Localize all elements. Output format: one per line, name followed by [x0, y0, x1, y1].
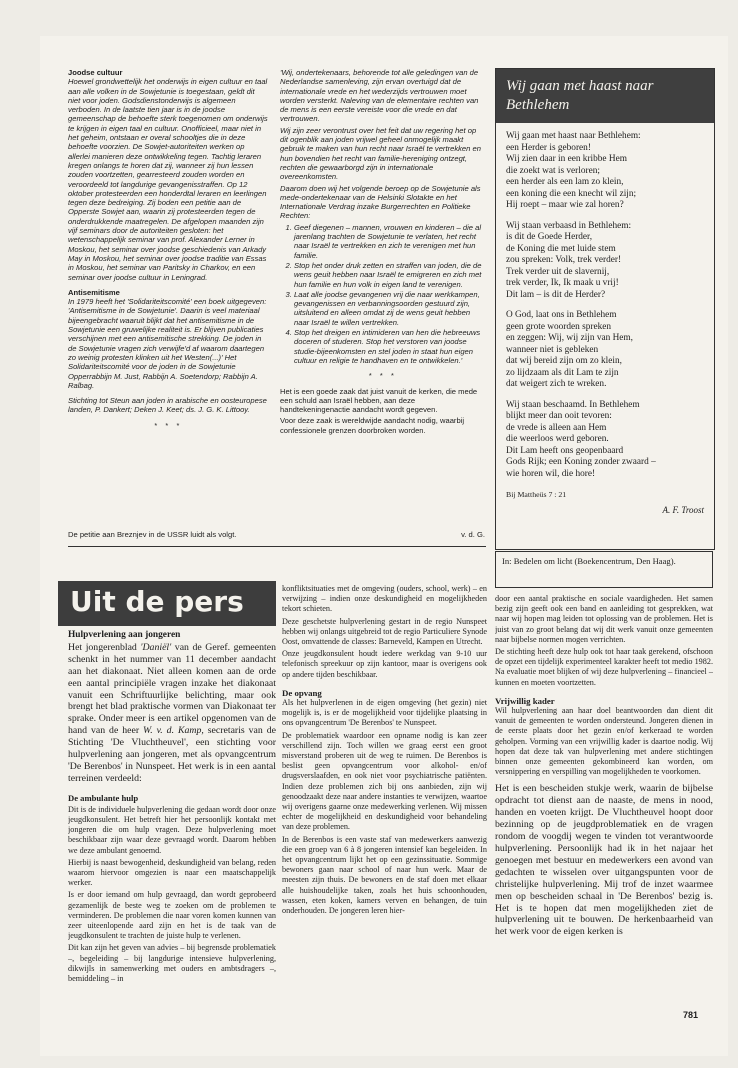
signature: v. d. G. [461, 530, 485, 539]
page-number: 781 [682, 1010, 698, 1020]
poem-line: een Herder is geboren! [506, 142, 591, 153]
stichting-text: Stichting tot Steun aan joden in arabische en oosteuropese landen, P. Dankert; Deken J. Keet; ds. J. G. K. Littooy. [68, 396, 267, 415]
poem-line: een herder als een lam zo klein, [506, 177, 624, 187]
antisemitisme-heading: Antisemitisme [68, 287, 120, 297]
petition-demand: 1. Geef diegenen – mannen, vrouwen en kinderen – die al jarenlang trachten de Sowjetunie te verlaten, het recht naar Israël te vertrekken en zich te verenigen met hun familie. [294, 223, 485, 260]
top-middle-column [280, 68, 485, 528]
poem-line: O God, laat ons in Bethlehem [506, 310, 617, 320]
poem-stanza [506, 400, 704, 481]
poem-source-box [495, 551, 713, 588]
poem-stanza [506, 221, 704, 302]
petition-demand: 4. Stop het dreigen en intimideren van hen die hebreeuws doceren of studeren. Stop het verstoren van joodse studie-bijeenkomsten en stel joden in staat hun eigen cultuur en religie te handhaven en te ontwikkelen.' [294, 328, 485, 365]
intro-paragraph [68, 642, 276, 785]
petition-line: De petitie aan Breznjev in de USSR luidt als volgt. [68, 530, 237, 539]
poem-line: Wij gaan met haast naar Bethlehem: [506, 131, 641, 141]
petition-demands-list [280, 223, 485, 365]
poem-line: blijkt meer dan ooit tevoren: [506, 411, 612, 421]
poem-line: Trek verder uit de slavernij, [506, 266, 610, 277]
petition-demand: 2. Stop het onder druk zetten en straffen van joden, die de wens geuit hebben naar Israël te emigreren en zich met hun familie en hun volk in eigen land te verenigen. [294, 261, 485, 289]
poem-box [495, 68, 715, 550]
ambulante-p3: Is er door iemand om hulp gevraagd, dan wordt geprobeerd gezamenlijk de beste weg te zoeken om de problemen te verminderen. De problemen die naar voren komen kunnen van zeer uiteenlopende aard zijn en het is de taak van de jeugdkonsulent te trachten de juiste hulp te verlenen. [68, 890, 276, 941]
magazine-page [40, 36, 728, 1056]
poem-line: Dit Lam heeft ons geopenbaard [506, 445, 624, 456]
poem-line: geen grote woorden spreken [506, 321, 612, 332]
uit-de-pers-banner [58, 581, 276, 626]
poem-line: wie horen wil, die hore! [506, 468, 596, 479]
margin-bleed-marks [40, 116, 54, 936]
poem-reference: Bij Mattheüs 7 : 21 [506, 490, 567, 499]
poem-line: zou spreken: Volk, trek verder! [506, 255, 622, 265]
poem-stanza [506, 131, 704, 212]
col2-p1: konfliktsituaties met de omgeving (ouders, school, werk) – en verwijzing – indien onze deskundigheid en mogelijkheden tekort schieten. [282, 584, 487, 614]
ambulante-p2: Hierbij is naast bewogenheid, deskundigheid van belang, reden waarom hiervoor omgezien is naar een maatschappelijk werker. [68, 857, 276, 888]
col3-p1: door een aantal praktische en sociale vaardigheden. Het samen bezig zijn geeft ook een band en aanleiding tot gesprekken, wat naar wij hopen mag leiden tot oplossing van de problemen. Het is juist van zo groot belang dat wij dit werk vanuit onze gemeenten naar bijbelse normen mogen verrichten. [495, 594, 713, 644]
col2-p3: Onze jeugdkonsulent houdt iedere werkdag van 9-10 uur telefonisch spreekuur op zijn kantoor, maar is overigens ook op andere tijden beschikbaar. [282, 649, 487, 679]
press-column-1 [68, 630, 276, 990]
petition-p3: Daarom doen wij het volgende beroep op de Sowjetunie als mede-ondertekenaar van de Helsinki Slotakte en het Internationale Verdrag inzake Burgerrechten en Politieke Rechten: [280, 183, 481, 221]
poem-line: Dit lam – is dit de Herder? [506, 289, 606, 300]
col2-p5: De problematiek waardoor een opname nodig is kan zeer verschillend zijn. Toch willen we graag eerst een groot misverstand proberen uit de weg te ruimen. De Berenbos is beslist geen opvangcentrum voor alkohol- en/of drugsverslaafden, en ook niet voor psychiatrische patiënten. Indien deze problemen zich bij ons aanbieden, zijn wij genoodzaakt deze naar andere instanties te verwijzen, waartoe wij overigens gaarne onze medewerking verlenen. Wij missen echter de mogelijkheid en deskundigheid voor behandeling van deze problemen. [282, 730, 487, 832]
separator-stars: * * * [368, 371, 397, 381]
poem-line: Gods Rijk; een Koning zonder zwaard – [506, 457, 656, 467]
poem-line: dat wij bereid zijn om zo klein, [506, 356, 622, 366]
petition-p4: Het is een goede zaak dat juist vanuit de kerken, die mede een schuld aan Israël hebben, aan deze handtekeningenactie aandacht wordt gegeven. [280, 386, 478, 415]
poem-line: wanneer niet is gebleken [506, 344, 599, 355]
intro-text: van de Geref. gemeenten schenkt in het nummer van 11 december aandacht aan het diakonaat. Niet alleen komen aan de orde een aantal principiële vragen inzake het diakonaat vanuit een Schriftuurlijke belichting, maar ook brengt het blad praktische vormen van Diakonaat ter sprake. Onder meer is een artikel opgenomen van de hand van de heer [68, 641, 276, 737]
poem-line: Hij roept – maar wie zal horen? [506, 200, 624, 210]
section-divider [68, 546, 486, 547]
press-column-3 [495, 594, 713, 994]
poem-body [496, 123, 714, 524]
poem-line: dat weigert zich te wreken. [506, 379, 607, 389]
joodse-cultuur-text: Hoewel grondwettelijk het onderwijs in eigen cultuur en taal aan alle volken in de Sowjetunie is toegestaan, geldt dit niet voor joden. Godsdienstonderwijs is algemeen verboden. In de laatste tien jaar is in de joodse gemeenschap de behoefte sterk toegenomen om onderwijs te krijgen in eigen taal en cultuur. Onofficieel, maar niet in het geheim, ontstaan er overal schooltjes die in deze behoefte voorzien. De Sowjet-autoriteiten werken op allerlei manieren deze ontwikkeling tegen. Tachtig leraren kregen onlangs te horen dat zij, wanneer zij hun lessen zouden voortzetten, gearresteerd zouden worden en veroordeeld tot langdurige gevangenisstraffen. Op 12 oktober protesteerden een honderdtal leraren en leerlingen tegen deze bedreiging. Zij boden een petitie aan de Opperste Sowjet aan, waarin zij protesteerden tegen de onderdrukkende maatregelen. De afgelopen maanden zijn vijf seminars door de autoriteiten gesloten: het wetenschappelijk seminar van prof. Alexander Lerner in Moskou, het seminar over joodse geschiedenis van Arkady May in Moskou, het seminar over joodse traditie van Essas in Moskou, het seminar van Paritsky in Charkov, en een seminar over joodse cultuur in Leningrad. [68, 77, 268, 282]
ambulante-hulp-heading: De ambulante hulp [68, 792, 139, 803]
col3-p3: Wil hulpverlening aan haar doel beantwoorden dan dient dit vanuit de gemeenten te worden ondersteund. Jongeren dienen in de eerste plaats door het gezin en/of kerkeraad te worden geholpen. Vorming van een vrijwillig kader is daartoe nodig. Wij hopen dat deze tak van hulpverlening met andere stichtingen binnen onze gemeenten gekombineerd kan worden, om versnippering en verspilling van mogelijkheden te voorkomen. [495, 706, 713, 777]
poem-source: In: Bedelen om licht (Boekencentrum, Den Haag). [502, 556, 676, 566]
joodse-cultuur-heading: Joodse cultuur [68, 68, 123, 77]
col2-p4: Als het hulpverlenen in de eigen omgeving (het gezin) niet mogelijk is, is er de mogelijkheid voor tijdelijke plaatsing in ons opvangcentrum 'De Berenbos' te Nunspeet. [282, 698, 487, 728]
poem-line: de Koning die met luide stem [506, 243, 616, 254]
vrijwillig-kader-heading: Vrijwillig kader [495, 695, 555, 706]
col3-p2: De stichting heeft deze hulp ook tot haar taak gerekend, ofschoon de opzet een tijdelijk experimenteel karakter heeft tot medio 1982. Na evaluatie moet blijken of wij deze hulpverlening – financieel – kunnen en moeten voortzetten. [495, 647, 713, 687]
opvang-heading: De opvang [282, 687, 322, 698]
poem-title: Wij gaan met haast naar Bethlehem [496, 69, 714, 123]
poem-line: en zeggen: Wij, wij zijn van Hem, [506, 333, 633, 343]
col3-p4: Het is een bescheiden stukje werk, waarin de bijbelse opdracht tot dienst aan de naaste, de mens in nood, handen en voeten krijgt. De Vluchtheuvel hoopt door bezinning op de jeugdproblematiek en de vragen rondom de voogdij wegen te vinden tot verantwoorde hulpverlening. Persoonlijk had ik in het najaar het genoegen met bestuur en medewerkers een avond van gedachten te wisselen over uitgangspunten voor de christelijke hulpverlening. Mij trof de inzet waarmee men op bescheiden schaal in 'De Berenbos' bezig is. Het is te hopen dat men mogelijkheden ziet de hulpverlening uit te bouwen. De herkenbaarheid van het werk voor de eigen kerken is [495, 783, 713, 938]
antisemitisme-text: In 1979 heeft het 'Solidariteitscomité' een boek uitgegeven: 'Antisemitisme in de Sowjetunie'. Daarin is veel materiaal bijeengebracht waaruit blijkt dat het antisemitisme in de Sowjetunie een gruwelijke realiteit is. Er blijven publicaties verschijnen met een antisemitische strekking. De joden in de Sowjetunie vragen zich verwijfe'd af waarom daartegen zo weinig protesten klinken uit het Westen(...)' Het Solidariteitscomité voor de joden in de Sowjetunie Opperrabbijn M. Just, Rabbijn A. Soetendorp; Rabbijn A. Ralbag. [68, 297, 267, 390]
poem-line: is dit de Goede Herder, [506, 232, 593, 242]
ambulante-p4: Dit kan zijn het geven van advies – bij begrensde problematiek –, begeleiding – bij langdurige intensieve hulpverlening, dikwijls in samenwerking met ouders en ambtsdragers –, bemiddeling – in [68, 943, 276, 983]
magazine-name: 'Daniël' [140, 641, 172, 653]
poem-line: Wij staan beschaamd. In Bethlehem [506, 399, 640, 410]
author-name: W. v. d. Kamp, [143, 725, 204, 737]
petition-demand: 3. Laat alle joodse gevangenen vrij die naar werkkampen, gevangenissen en verbanningsoorden gestuurd zijn, uitsluitend en alleen omdat zij de wens geuit hebben naar Israël te willen vertrekken. [294, 290, 485, 327]
poem-line: Wij staan verbaasd in Bethlehem: [506, 220, 632, 231]
poem-author: A. F. Troost [662, 504, 704, 515]
intro-text: secretaris van de Stichting 'De Vluchtheuvel', een stichting voor hulpverlening aan jongeren, met als opvangcentrum 'De Berenbos' in Nunspeet. Het werk is in een aantal terreinen verdeeld: [68, 725, 276, 784]
separator-stars: * * * [153, 420, 183, 430]
petition-p5: Voor deze zaak is wereldwijde aandacht nodig, waarbij confessionele grenzen doorbroken worden. [280, 416, 465, 435]
hulpverlening-heading: Hulpverlening aan jongeren [68, 630, 181, 640]
press-column-2 [282, 584, 487, 989]
petition-p2: Wij zijn zeer verontrust over het feit dat uw regering het op dit ogenblik aan joden vrijwel geheel onmogelijk maakt gebruik te maken van hun recht naar Israël te vertrekken en hun bovendien het recht van familie-hereniging ontzegt, rechten die gewaarborgd zijn in internationale overeenkomsten. [280, 125, 481, 182]
poem-stanza [506, 310, 704, 391]
poem-line: zo lijdzaam als dit Lam te zijn [506, 367, 619, 378]
ambulante-p1: Dit is de individuele hulpverlening die gedaan wordt door onze jeugdkonsulent. Het betreft hier het persoonlijk kontakt met jongeren die om hulp vragen. Deze hulpverlening moet beschikbaar zijn waar deze gevraagd wordt. Daarom hebben we deze ambulant genoemd. [68, 804, 276, 855]
poem-line: Wij zien daar in een kribbe Hem [506, 154, 627, 164]
poem-line: de vrede is alleen aan Hem [506, 422, 607, 433]
poem-line: die weerloos werd geboren. [506, 434, 609, 444]
poem-line: een koning die een knecht wil zijn; [506, 188, 637, 199]
col2-p6: In de Berenbos is een vaste staf van medewerkers aanwezig die een groep van 6 à 8 jongeren intensief kan begeleiden. In het opvangcentrum lijkt het op een gezinssituatie. Sommige bewoners gaan naar school of naar hun werk. Maar de meesten zijn thuis. De bewoners en de staf doen met elkaar alle huishoudelijke taken, zoals het huis schoonhouden, wassen, eten koken, kamers verven en behangen, de tuin onderhouden. De jongeren leren hier- [282, 834, 487, 916]
banner-title: Uit de pers [70, 585, 244, 618]
poem-line: die zoekt wat is verloren; [506, 165, 600, 176]
intro-text: Het jongerenblad [68, 641, 141, 653]
poem-line: trek verder, Ik, Ik maak u vrij! [506, 278, 619, 288]
top-left-column [68, 68, 268, 554]
col2-p2: Deze geschetste hulpverlening gestart in de regio Nunspeet hebben wij onlangs uitgebreid tot de regio Particuliere Synode Oost, omvattende de classes: Barneveld, Kampen en Utrecht. [282, 616, 487, 647]
petition-p1: 'Wij, ondertekenaars, behorende tot alle geledingen van de Nederlandse samenleving, zijn ervan overtuigd dat de internationale vrede en het wederzijds vertrouwen moet worden versterkt. Naleving van de elementaire rechten van de mens is een eerste vereiste voor die vrede en dat vertrouwen. [280, 68, 479, 124]
